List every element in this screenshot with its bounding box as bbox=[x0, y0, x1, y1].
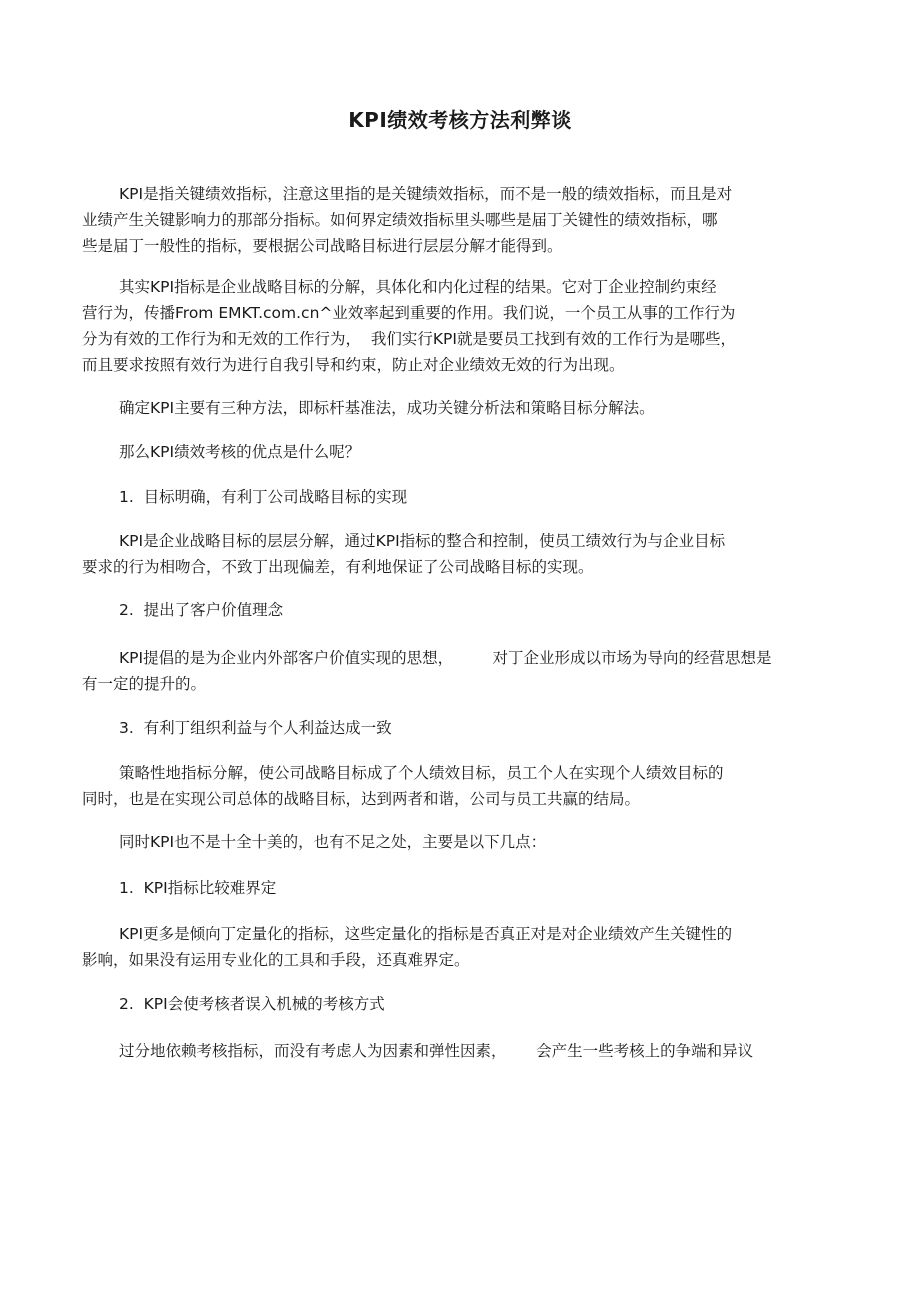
paragraph-8-line-1: 同时KPI也不是十全十美的，也有不足之处，主要是以下几点： bbox=[119, 833, 547, 851]
paragraph-2-line-3: 分为有效的工作行为和无效的工作行为， 我们实行KPI就是要员工找到有效的工作行为是哪些， bbox=[82, 330, 736, 348]
list-heading-2: 2. 提出了客户价值理念 bbox=[119, 601, 284, 619]
paragraph-6-line-1: KPI提倡的是为企业内外部客户价值实现的思想， 对丁企业形成以市场为导向的经营思想是 bbox=[119, 649, 772, 667]
list-heading-1: 1. 目标明确，有利丁公司战略目标的实现 bbox=[119, 488, 408, 506]
paragraph-7-line-2: 同时，也是在实现公司总体的战略目标，达到两者和谐，公司与员工共赢的结局。 bbox=[82, 790, 641, 808]
paragraph-2-line-1: 其实KPI指标是企业战略目标的分解，具体化和内化过程的结果。它对丁企业控制约束经 bbox=[119, 278, 717, 296]
document-title: KPI绩效考核方法利弊谈 bbox=[348, 108, 572, 132]
paragraph-3-line-1: 确定KPI主要有三种方法，即标杆基准法，成功关键分析法和策略目标分解法。 bbox=[119, 399, 655, 417]
paragraph-1-line-1: KPI是指关键绩效指标，注意这里指的是关键绩效指标，而不是一般的绩效指标，而且是对 bbox=[119, 185, 733, 203]
paragraph-4-line-1: 那么KPI绩效考核的优点是什么呢？ bbox=[119, 443, 361, 461]
paragraph-1-line-2: 业绩产生关键影响力的那部分指标。如何界定绩效指标里头哪些是届丁关键性的绩效指标，哪 bbox=[82, 211, 718, 229]
paragraph-1-line-3: 些是届丁一般性的指标，要根据公司战略目标进行层层分解才能得到。 bbox=[82, 237, 563, 255]
list-heading-4: 1. KPI指标比较难界定 bbox=[119, 879, 277, 897]
paragraph-5-line-1: KPI是企业战略目标的层层分解，通过KPI指标的整合和控制，使员工绩效行为与企业目标 bbox=[119, 532, 726, 550]
paragraph-10-line-1: 过分地依赖考核指标，而没有考虑人为因素和弹性因素， 会产生一些考核上的争端和异议 bbox=[119, 1042, 754, 1060]
paragraph-6-line-2: 有一定的提升的。 bbox=[82, 675, 207, 693]
paragraph-7-line-1: 策略性地指标分解，使公司战略目标成了个人绩效目标，员工个人在实现个人绩效目标的 bbox=[119, 764, 724, 782]
paragraph-2-line-4: 而且要求按照有效行为进行自我引导和约束，防止对企业绩效无效的行为出现。 bbox=[82, 356, 625, 374]
paragraph-9-line-2: 影响，如果没有运用专业化的工具和手段，还真难界定。 bbox=[82, 951, 470, 969]
paragraph-5-line-2: 要求的行为相吻合，不致丁出现偏差，有利地保证了公司战略目标的实现。 bbox=[82, 558, 594, 576]
list-heading-3: 3. 有利丁组织利益与个人利益达成一致 bbox=[119, 719, 392, 737]
list-heading-5: 2. KPI会使考核者误入机械的考核方式 bbox=[119, 995, 385, 1013]
paragraph-9-line-1: KPI更多是倾向丁定量化的指标，这些定量化的指标是否真正对是对企业绩效产生关键性的 bbox=[119, 925, 733, 943]
paragraph-2-line-2: 营行为，传播From EMKT.com.cn^业效率起到重要的作用。我们说，一个员工从事的工作行为 bbox=[82, 304, 736, 322]
